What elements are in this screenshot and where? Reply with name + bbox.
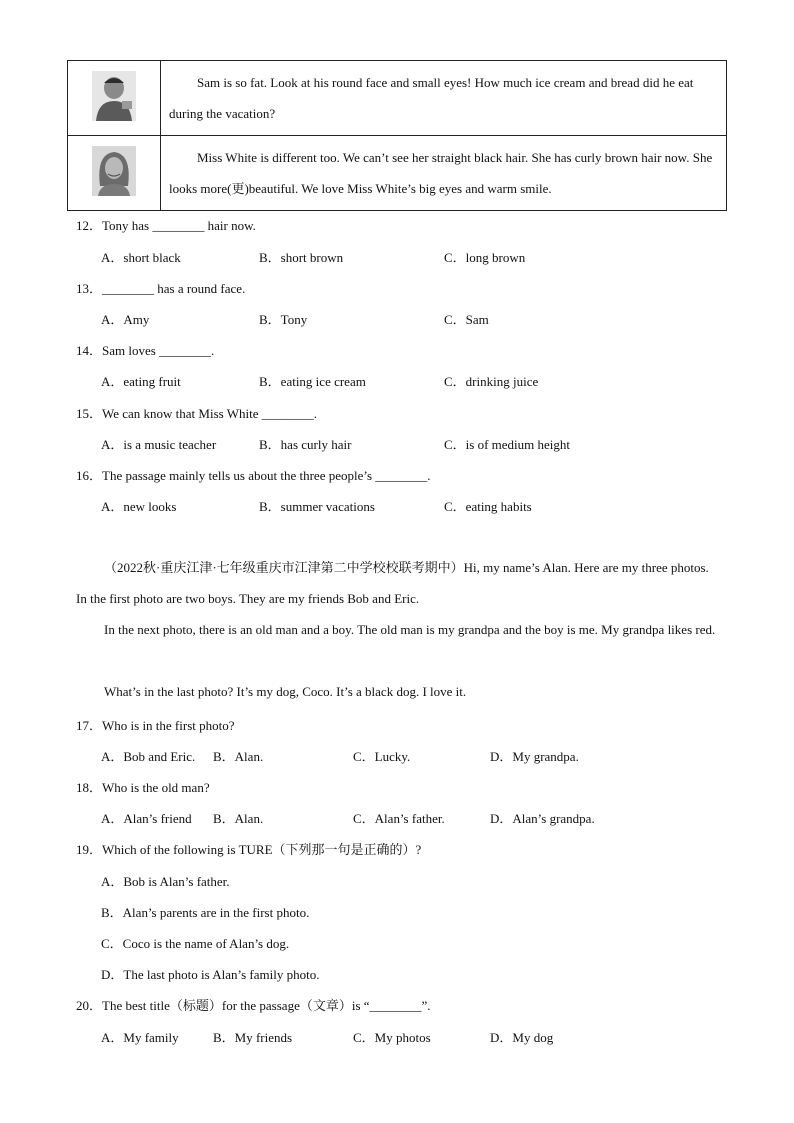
option-a: A．is a music teacher bbox=[101, 437, 217, 452]
option-c: C．My photos bbox=[353, 1030, 431, 1045]
woman-photo-icon bbox=[92, 146, 136, 196]
option-d: D．My grandpa. bbox=[490, 749, 579, 764]
option-c: C．drinking juice bbox=[444, 374, 539, 389]
option-b: B．summer vacations bbox=[259, 499, 375, 514]
boy-photo-icon bbox=[92, 71, 136, 121]
question-15: 15．We can know that Miss White ________. bbox=[76, 406, 317, 421]
table-row bbox=[68, 136, 727, 211]
photo-cell bbox=[68, 61, 161, 136]
option-b: B．Alan. bbox=[213, 749, 264, 764]
row-text: Miss White is different too. We can’t see her straight black hair. She has curly brown hair now. She looks more(更)beautiful. We love Miss White’s big eyes and warm smile. bbox=[161, 136, 727, 211]
option-d: D．My dog bbox=[490, 1030, 554, 1045]
option-a: A．short black bbox=[101, 250, 181, 265]
option-d: D．Alan’s grandpa. bbox=[490, 811, 595, 826]
option-a: A．eating fruit bbox=[101, 374, 181, 389]
option-b: B．My friends bbox=[213, 1030, 293, 1045]
option-b: B．short brown bbox=[259, 250, 344, 265]
question-18: 18．Who is the old man? bbox=[76, 780, 210, 795]
option-c: C．Coco is the name of Alan’s dog. bbox=[101, 936, 290, 951]
option-b: B．Alan’s parents are in the first photo. bbox=[101, 905, 310, 920]
option-c: C．long brown bbox=[444, 250, 526, 265]
question-19: 19．Which of the following is TURE（下列那一句是正确的）? bbox=[76, 842, 422, 857]
photo-cell bbox=[68, 136, 161, 211]
question-14: 14．Sam loves ________. bbox=[76, 343, 215, 358]
option-b: B．eating ice cream bbox=[259, 374, 366, 389]
info-table bbox=[67, 60, 727, 211]
question-16: 16．The passage mainly tells us about the three people’s ________. bbox=[76, 468, 431, 483]
option-c: C．Sam bbox=[444, 312, 489, 327]
passage-paragraph: （2022秋·重庆江津·七年级重庆市江津第二中学校校联考期中）Hi, my name’s Alan. Here are my three photos. In the first photo are two boys. They are my friends Bob and Eric. bbox=[76, 560, 709, 606]
option-b: B．Tony bbox=[259, 312, 308, 327]
option-a: A．Bob and Eric. bbox=[101, 749, 196, 764]
question-20: 20．The best title（标题）for the passage（文章）is “________”. bbox=[76, 998, 431, 1013]
option-c: C．Alan’s father. bbox=[353, 811, 445, 826]
option-d: D．The last photo is Alan’s family photo. bbox=[101, 967, 320, 982]
option-c: C．is of medium height bbox=[444, 437, 571, 452]
option-a: A．My family bbox=[101, 1030, 179, 1045]
row-text: Sam is so fat. Look at his round face and small eyes! How much ice cream and bread did he eat during the vacation? bbox=[161, 61, 727, 136]
option-b: B．has curly hair bbox=[259, 437, 352, 452]
option-a: A．new looks bbox=[101, 499, 177, 514]
option-b: B．Alan. bbox=[213, 811, 264, 826]
question-12: 12．Tony has ________ hair now. bbox=[76, 218, 256, 233]
question-17: 17．Who is in the first photo? bbox=[76, 718, 235, 733]
option-a: A．Amy bbox=[101, 312, 150, 327]
option-c: C．Lucky. bbox=[353, 749, 411, 764]
option-a: A．Bob is Alan’s father. bbox=[101, 874, 230, 889]
passage-paragraph: What’s in the last photo? It’s my dog, Coco. It’s a black dog. I love it. bbox=[104, 684, 467, 699]
option-a: A．Alan’s friend bbox=[101, 811, 192, 826]
question-13: 13．________ has a round face. bbox=[76, 281, 246, 296]
table-row bbox=[68, 61, 727, 136]
passage-paragraph: In the next photo, there is an old man and a boy. The old man is my grandpa and the boy is me. My grandpa likes red. bbox=[104, 622, 716, 637]
option-c: C．eating habits bbox=[444, 499, 532, 514]
